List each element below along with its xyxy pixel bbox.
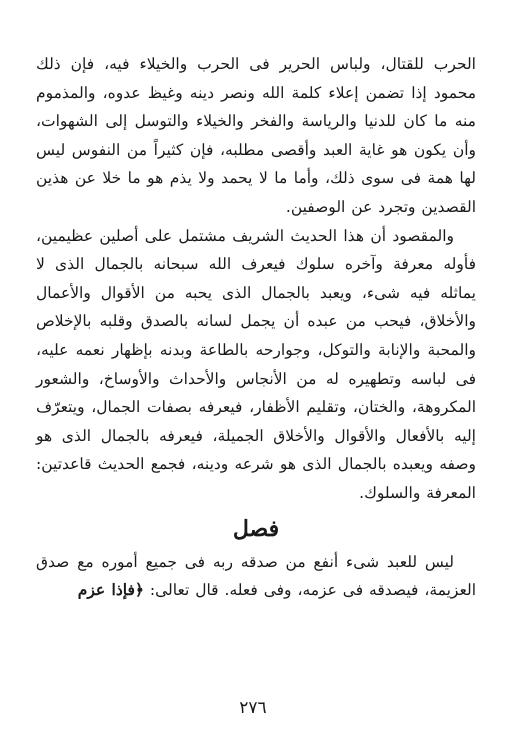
section-heading: فصل: [232, 515, 280, 542]
page-number: ٢٧٦: [239, 698, 267, 718]
quran-quote-start: ﴿فإذا عزم: [77, 580, 144, 600]
paragraph-2: والمقصود أن هذا الحديث الشريف مشتمل على أصلين عظيمين، فأوله معرفة وآخره سلوك فيعرف الله سبحانه بالجمال الذى لا يماثله فيه شىء، ويعبد بالجمال الذى يحبه من الأقوال والأعمال والأخلاق، فيحب من عبده أن يجمل لسانه بالصدق وقلبه بالإخلاص والمحبة والإنابة والتوكل، وجوارحه بالطاعة وبدنه بإظهار نعمه عليه، فى لباسه وتطهيره له من الأنجاس والأحداث والأوساخ، والشعور المكروهة، والختان، وتقليم الأظفار، فيعرفه بصفات الجمال، ويتعرّف إليه بالأفعال والأقوال والأخلاق الجميلة، فيعرفه بالجمال الذى هو وصفه ويعبده بالجمال الذى هو شرعه ودينه، فجمع الحديث قاعدتين: المعرفة والسلوك.: [36, 226, 476, 502]
section-paragraph: [36, 548, 476, 605]
section-paragraph-text: ليس للعبد شىء أنفع من صدقه ربه فى جميع أموره مع صدق العزيمة، فيصدقه فى عزمه، وفى فعله. قال تعالى:: [36, 552, 476, 600]
paragraph-1: الحرب للقتال، ولباس الحرير فى الحرب والخيلاء فيه، فإن ذلك محمود إذا تضمن إعلاء كلمة الله ونصر دينه وغيظ عدوه، والمذموم منه ما كان للدنيا والرياسة والفخر والخيلاء والتوسل إلى الشهوات، وأن يكون هو غاية العبد وأقصى مطلبه، فإن كثيراً من النفوس ليس لها همة فى سوى ذلك، وأما ما لا يحمد ولا يذم هو ما خلا عن هذين القصدين وتجرد عن الوصفين.: [36, 55, 476, 216]
page-body: [36, 50, 476, 605]
